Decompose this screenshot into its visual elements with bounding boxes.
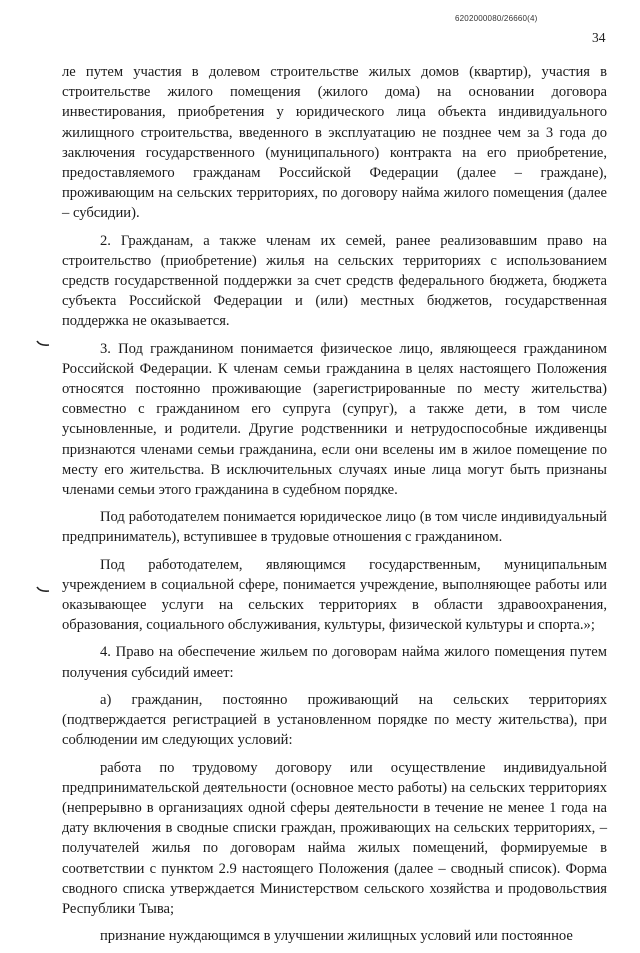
document-code: 6202000080/26660(4) bbox=[455, 14, 538, 23]
paragraph: 3. Под гражданином понимается физическое лицо, являющееся гражданином Российской Федерации. К членам семьи гражданина в целях настоящего Положения относятся постоянно проживающие (зарегистрированные по месту жительства) совместно с гражданином его супруга (супруг), а также дети, в том числе усыновленные, и родители. Другие родственники и нетрудоспособные иждивенцы признаются членами семьи гражданина, если они вселены им в жилое помещение по месту его жительства. В исключительных случаях иные лица могут быть признаны членами семьи этого гражданина в судебном порядке. bbox=[62, 340, 607, 499]
paragraph: работа по трудовому договору или осуществление индивидуальной предпринимательской деятельности (основное место работы) на сельских территориях (непрерывно в организациях одной сферы деятельности в течение не менее 1 года на дату включения в сводные списки граждан, проживающих на сельских территориях, – получателей жилья по договорам найма жилых помещений, формируемые в соответствии с пунктом 2.9 настоящего Положения (далее – сводный список). Форма сводного списка утверждается Министерством сельского хозяйства и продовольствия Республики Тыва; bbox=[62, 759, 607, 917]
margin-mark bbox=[36, 586, 50, 594]
page-number: 34 bbox=[592, 30, 606, 45]
margin-mark bbox=[36, 340, 50, 348]
paragraph: Под работодателем, являющимся государственным, муниципальным учреждением в социальной сфере, понимается учреждение, выполняющее работы или оказывающее услуги на сельских территориях в области здравоохранения, образования, социального обслуживания, культуры, физической культуры и спорта.»; bbox=[62, 556, 607, 634]
paragraph: 2. Гражданам, а также членам их семей, ранее реализовавшим право на строительство (приобретение) жилья на сельских территориях с использованием средств государственной поддержки за счет средств федерального бюджета, бюджета субъекта Российской Федерации и (или) местных бюджетов, государственная поддержка не оказывается. bbox=[62, 232, 607, 330]
paragraph: 4. Право на обеспечение жильем по договорам найма жилого помещения путем получения субсидий имеет: bbox=[62, 644, 607, 681]
paragraph: ле путем участия в долевом строительстве жилых домов (квартир), участия в строительстве жилого помещения (жилого дома) на основании договора инвестирования, приобретения у юридического лица объекта индивидуального жилищного строительства, введенного в эксплуатацию не позднее чем за 3 года до заключения государственного (муниципального) контракта на его приобретение, предоставляемого гражданам Российской Федерации (далее – граждане), проживающим на сельских территориях, по договору найма жилого помещения (далее – субсидии). bbox=[62, 64, 607, 222]
paragraph: а) гражданин, постоянно проживающий на сельских территориях (подтверждается регистрацией в установленном порядке по месту жительства), при соблюдении им следующих условий: bbox=[62, 691, 607, 749]
document-body bbox=[62, 62, 607, 953]
paragraph: признание нуждающимся в улучшении жилищных условий или постоянное bbox=[100, 928, 573, 945]
paragraph: Под работодателем понимается юридическое лицо (в том числе индивидуальный предприниматель), вступившее в трудовые отношения с гражданином. bbox=[62, 509, 607, 546]
